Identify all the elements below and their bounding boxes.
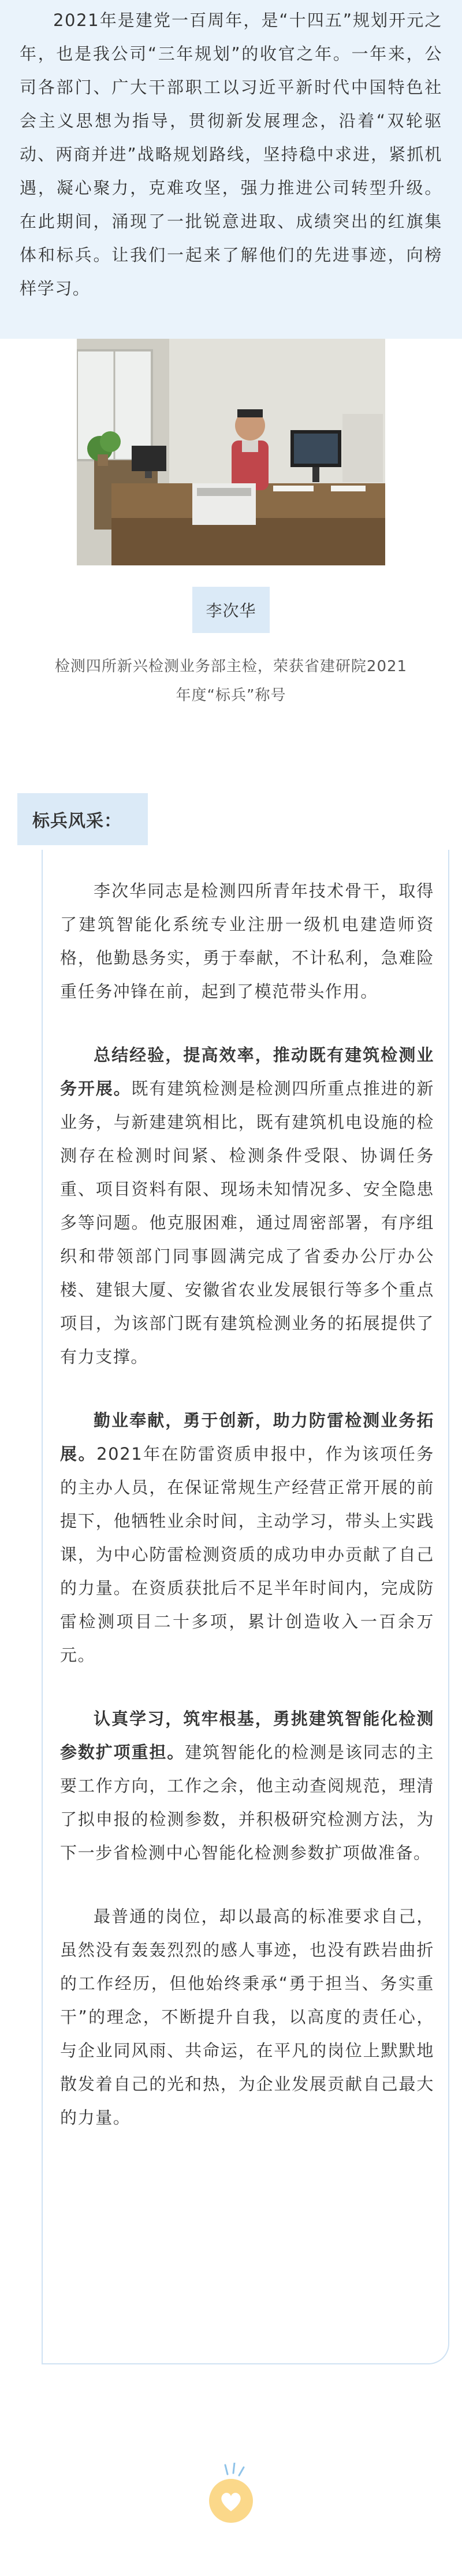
paragraph-lead: 勤业奉献，勇于创新，助力防雷检测业务拓展。 <box>60 1411 434 1464</box>
section-header <box>17 793 148 845</box>
intro-section <box>0 0 462 339</box>
paragraph-lead: 总结经验，提高效率，推动既有建筑检测业务开展。 <box>60 1045 434 1098</box>
profile-name: 李次华 <box>206 601 256 620</box>
paragraph-text: 建筑智能化的检测是该同志的主要工作方向，工作之余，他主动查阅规范，理清了拟申报的检测参数，并积极研究检测方法，为下一步省检测中心智能化检测参数扩项做准备。 <box>60 1742 434 1863</box>
section-title: 标兵风采： <box>32 811 122 831</box>
paragraph-existing-building <box>60 1038 434 1374</box>
paragraph-text: 既有建筑检测是检测四所重点推进的新业务，与新建建筑相比，既有建筑机电设施的检测存在检测时间紧、检测条件受限、协调任务重、项目资料有限、现场未知情况多、安全隐患多等问题。他克服困难，通过周密部署，有序组织和带领部门同事圆满完成了省委办公厅办公楼、建银大厦、安徽省农业发展银行等多个重点项目，为该部门既有建筑检测业务的拓展提供了有力支撑。 <box>60 1079 434 1367</box>
paragraph-intelligent-building <box>60 1702 434 1870</box>
paragraph-intro <box>60 874 434 1008</box>
paragraph-lead: 认真学习，筑牢根基，勇挑建筑智能化检测参数扩项重担。 <box>60 1709 434 1762</box>
paragraph-lightning-protection <box>60 1404 434 1672</box>
intro-paragraph: 2021年是建党一百周年，是“十四五”规划开元之年，也是我公司“三年规划”的收官之年。一年来，公司各部门、广大干部职工以习近平新时代中国特色社会主义思想为指导，贯彻新发展理念，沿着“双轮驱动、两商并进”战略规划路线，坚持稳中求进，紧抓机遇，凝心聚力，克难攻坚，强力推进公司转型升级。在此期间，涌现了一批锐意进取、成绩突出的红旗集体和标兵。让我们一起来了解他们的先进事迹，向榜样学习。 <box>20 10 442 298</box>
paragraph-text: 李次华同志是检测四所青年技术骨干，取得了建筑智能化系统专业注册一级机电建造师资格，他勤恳务实，勇于奉献，不计私利，急难险重任务冲锋在前，起到了模范带头作用。 <box>60 881 434 1001</box>
heart-badge-icon <box>202 2463 260 2526</box>
profile-caption: 检测四所新兴检测业务部主检，荣获省建研院2021年度“标兵”称号 <box>54 658 408 704</box>
profile-photo <box>77 339 385 565</box>
profile-name-tag <box>192 587 270 633</box>
paragraph-conclusion <box>60 1900 434 2134</box>
paragraph-text: 最普通的岗位，却以最高的标准要求自己，虽然没有轰轰烈烈的感人事迹，也没有跌岩曲折的工作经历，但他始终秉承“勇于担当、务实重干”的理念，不断提升自我，以高度的责任心，与企业同风雨、共命运，在平凡的岗位上默默地散发着自己的光和热，为企业发展贡献自己最大的力量。 <box>60 1907 434 2127</box>
paragraph-text: 2021年在防雷资质申报中，作为该项任务的主办人员，在保证常规生产经营正常开展的前提下，他牺牲业余时间，主动学习，带头上实践课，为中心防雷检测资质的成功申办贡献了自己的力量。在资质获批后不足半年时间内，完成防雷检测项目二十多项，累计创造收入一百余万元。 <box>60 1444 434 1665</box>
profile-content <box>60 874 434 2164</box>
